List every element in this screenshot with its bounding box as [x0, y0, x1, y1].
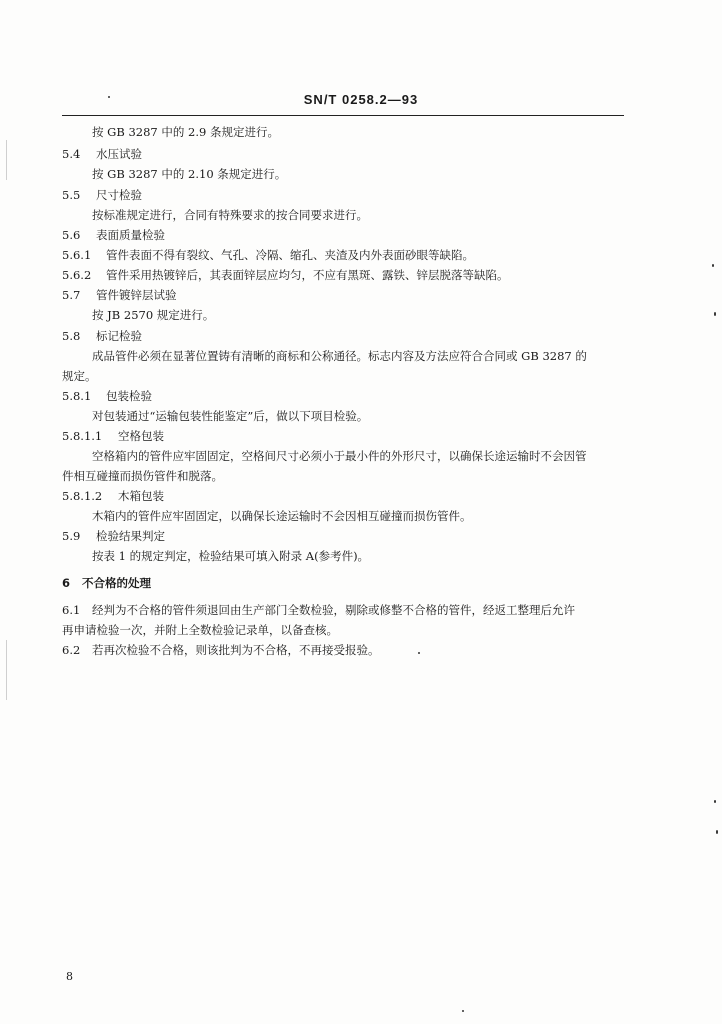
section-heading [62, 528, 165, 544]
body-line: 再申请检验一次，并附上全数检验记录单，以备查核。 [62, 623, 338, 637]
body-line: 规定。 [62, 369, 97, 383]
body-line: 按表 1 的规定判定，检验结果可填入附录 A(参考件)。 [92, 549, 370, 563]
section-title: 包装检验 [106, 389, 152, 403]
body-line: 按 JB 2570 规定进行。 [92, 308, 215, 322]
section-number: 5.7 [62, 288, 81, 302]
scan-speck [716, 830, 718, 834]
page-number: 8 [66, 970, 73, 983]
subsection-line [62, 247, 474, 263]
standard-code-header: SN/T 0258.2—93 [303, 92, 419, 107]
body-line: 对包装通过“运输包装性能鉴定”后，做以下项目检验。 [92, 409, 369, 423]
section-heading [62, 227, 165, 243]
section-title: 尺寸检验 [96, 188, 142, 202]
section-text: 管件表面不得有裂纹、气孔、冷隔、缩孔、夹渣及内外表面砂眼等缺陷。 [106, 248, 474, 262]
section-number: 5.8.1 [62, 389, 92, 403]
section-number: 6.2 [62, 643, 81, 657]
section-number: 5.8.1.1 [62, 429, 103, 443]
section-number: 5.8.1.2 [62, 489, 103, 503]
body-line: 按 GB 3287 中的 2.10 条规定进行。 [92, 167, 287, 181]
section-number: 5.6.1 [62, 248, 92, 262]
section-heading [62, 328, 142, 344]
section-number: 5.5 [62, 188, 81, 202]
section-number: 5.6 [62, 228, 81, 242]
section-number: 5.4 [62, 147, 81, 161]
section-heading [62, 146, 142, 162]
section-heading [62, 187, 142, 203]
body-line: 按标准规定进行，合同有特殊要求的按合同要求进行。 [92, 208, 368, 222]
section-title: 检验结果判定 [96, 529, 165, 543]
section-number: 5.8 [62, 329, 81, 343]
section-title: 管件镀锌层试验 [96, 288, 177, 302]
section-number: 5.6.2 [62, 268, 92, 282]
chapter-heading [62, 575, 151, 591]
header-divider [62, 115, 624, 116]
subsection-line [62, 642, 380, 658]
section-text: 经判为不合格的管件须退回由生产部门全数检验，剔除或修整不合格的管件，经返工整理后允许 [92, 603, 575, 617]
section-title: 标记检验 [96, 329, 142, 343]
body-line: 按 GB 3287 中的 2.9 条规定进行。 [92, 125, 279, 139]
section-heading [62, 488, 164, 504]
scan-speck [714, 312, 716, 316]
body-line: 成品管件必须在显著位置铸有清晰的商标和公称通径。标志内容及方法应符合合同或 GB 3287 的 [92, 349, 587, 363]
scan-artifact [6, 640, 7, 700]
scan-speck [462, 1010, 464, 1012]
scan-speck [108, 96, 110, 98]
scan-speck [714, 800, 716, 803]
body-line: 件相互碰撞而损伤管件和脱落。 [62, 469, 223, 483]
body-line: 木箱内的管件应牢固固定，以确保长途运输时不会因相互碰撞而损伤管件。 [92, 509, 472, 523]
chapter-title: 不合格的处理 [82, 576, 151, 590]
scan-speck [418, 652, 420, 654]
section-heading [62, 388, 152, 404]
scan-artifact [6, 140, 7, 180]
section-heading [62, 287, 177, 303]
subsection-line [62, 602, 575, 618]
section-title: 木箱包装 [118, 489, 164, 503]
section-title: 水压试验 [96, 147, 142, 161]
scan-speck [712, 264, 714, 267]
section-title: 表面质量检验 [96, 228, 165, 242]
body-line: 空格箱内的管件应牢固固定，空格间尺寸必须小于最小件的外形尺寸，以确保长途运输时不会因管 [92, 449, 587, 463]
subsection-line [62, 267, 509, 283]
section-text: 若再次检验不合格，则该批判为不合格，不再接受报验。 [92, 643, 380, 657]
section-heading [62, 428, 164, 444]
section-text: 管件采用热镀锌后，其表面锌层应均匀，不应有黑斑、露铁、锌层脱落等缺陷。 [106, 268, 509, 282]
chapter-number: 6 [62, 576, 71, 590]
section-title: 空格包装 [118, 429, 164, 443]
section-number: 5.9 [62, 529, 81, 543]
section-number: 6.1 [62, 603, 81, 617]
